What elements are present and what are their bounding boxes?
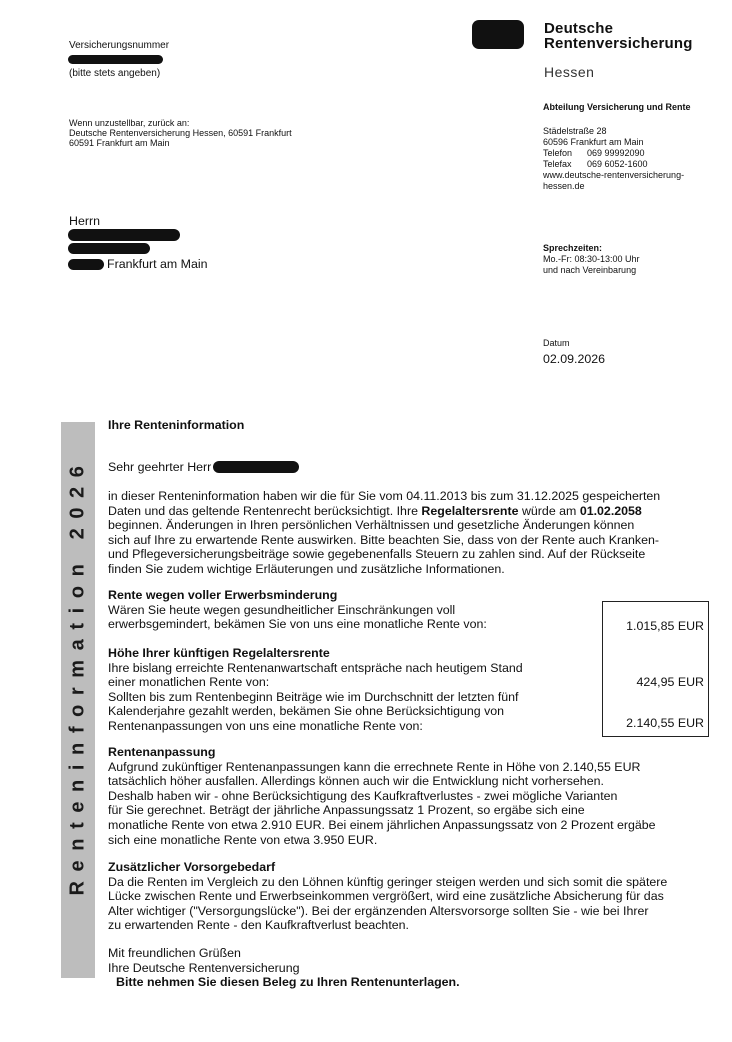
intro-line-5: und Pflegeversicherungsbeiträge sowie gegebenenfalls Steuern zu zahlen sind. Auf der Rückseite bbox=[108, 547, 646, 562]
sender-street: Städelstraße 28 bbox=[543, 126, 607, 136]
intro-line-2-d: 01.02.2058 bbox=[579, 503, 642, 518]
intro-line-6: finden Sie zudem wichtige Erläuterungen und zusätzliche Informationen. bbox=[108, 561, 505, 576]
greeting: Sehr geehrter Herr bbox=[108, 460, 212, 474]
section-adjustment-line-6: sich eine monatliche Rente von etwa 3.950 EUR. bbox=[108, 832, 378, 847]
closing-line-2: Ihre Deutsche Rentenversicherung bbox=[108, 960, 300, 975]
intro-line-2-c: würde am bbox=[518, 503, 580, 518]
section-old-age-pension bbox=[108, 646, 523, 734]
closing-note: Bitte nehmen Sie diesen Beleg zu Ihren Rentenunterlagen. bbox=[116, 975, 460, 990]
section-additional-provision bbox=[108, 860, 667, 933]
department: Abteilung Versicherung und Rente bbox=[543, 102, 691, 112]
return-address-line-3: 60591 Frankfurt am Main bbox=[69, 138, 170, 148]
redacted-recipient-street bbox=[68, 243, 150, 254]
logo-mark-icon bbox=[472, 20, 524, 49]
sender-phone: 069 99992090 bbox=[587, 148, 645, 158]
section-adjustment-line-1: Aufgrund zukünftiger Rentenanpassungen kann die errechnete Rente in Höhe von 2.140,55 EUR bbox=[108, 759, 641, 774]
section-provision-line-3: Alter wichtiger ("Versorgungslücke"). Bei der ergänzenden Altersvorsorge sollten Sie - wie bei Ihrer bbox=[108, 903, 649, 918]
logo-line-3: Hessen bbox=[544, 64, 595, 80]
logo-line-1: Deutsche bbox=[544, 20, 614, 37]
intro-line-4: sich auf Ihre zu erwartende Rente auswirken. Bitte beachten Sie, dass von der Rente auch Kranken- bbox=[108, 532, 660, 547]
section-old-age-heading: Höhe Ihrer künftigen Regelaltersrente bbox=[108, 646, 330, 660]
section-adjustment-line-5: monatliche Rente von etwa 2.910 EUR. Bei einem jährlichen Anpassungssatz von 2 Prozent ergäbe bbox=[108, 817, 656, 832]
sender-fax-label: Telefax bbox=[543, 159, 572, 169]
sender-fax: 069 6052-1600 bbox=[587, 159, 648, 169]
return-address-line-2: Deutsche Rentenversicherung Hessen, 60591 Frankfurt bbox=[69, 128, 292, 138]
closing-line-1: Mit freundlichen Grüßen bbox=[108, 946, 241, 960]
sender-web-2: hessen.de bbox=[543, 181, 585, 191]
redacted-insurance-number bbox=[68, 55, 163, 64]
intro-paragraph bbox=[108, 489, 660, 577]
section-old-age-line-2: einer monatlichen Rente von: bbox=[108, 675, 270, 690]
insurance-number-label: Versicherungsnummer bbox=[69, 40, 170, 51]
section-old-age-line-4: Kalenderjahre gezahlt werden, bekämen Sie ohne Berücksichtigung von bbox=[108, 704, 505, 719]
section-provision-line-4: zu erwartenden Rente - den Kaufkraftverlust beachten. bbox=[108, 918, 409, 933]
section-disability bbox=[108, 588, 487, 632]
section-provision-line-2: Lücke zwischen Rente und Erwerbseinkommen vergrößert, wird eine zusätzliche Absicherung für das bbox=[108, 889, 664, 904]
logo-line-2: Rentenversicherung bbox=[544, 35, 693, 52]
section-old-age-line-1: Ihre bislang erreichte Rentenanwartschaft entspräche nach heutigem Stand bbox=[108, 660, 523, 675]
section-adjustment-heading: Rentenanpassung bbox=[108, 745, 216, 759]
office-hours-1: Mo.-Fr: 08:30-13:00 Uhr bbox=[543, 254, 640, 264]
intro-line-2-a: Daten und das geltende Rentenrecht berücksichtigt. Ihre bbox=[108, 503, 422, 518]
office-hours-label: Sprechzeiten: bbox=[543, 243, 603, 253]
section-adjustment bbox=[108, 745, 656, 847]
redacted-recipient-zip bbox=[68, 259, 104, 270]
section-provision-line-1: Da die Renten im Vergleich zu den Löhnen künftig geringer steigen werden und sich somit die spätere bbox=[108, 874, 668, 889]
section-old-age-line-3: Sollten bis zum Rentenbeginn Beiträge wie im Durchschnitt der letzten fünf bbox=[108, 689, 519, 704]
sender-phone-label: Telefon bbox=[543, 148, 573, 158]
intro-line-2 bbox=[108, 504, 660, 519]
insurance-number-hint: (bitte stets angeben) bbox=[69, 68, 161, 79]
intro-line-3: beginnen. Änderungen in Ihren persönlichen Verhältnissen und gesetzliche Änderungen können bbox=[108, 518, 635, 533]
recipient-salutation: Herrn bbox=[69, 214, 100, 228]
section-adjustment-line-4: für Sie gerechnet. Beträgt der jährliche Anpassungssatz 1 Prozent, so ergäbe sich eine bbox=[108, 803, 585, 818]
date-value: 02.09.2026 bbox=[543, 352, 606, 366]
amount-current-entitlement: 424,95 EUR bbox=[636, 675, 704, 689]
date-label: Datum bbox=[543, 338, 570, 348]
section-disability-line-1: Wären Sie heute wegen gesundheitlicher Einschränkungen voll bbox=[108, 602, 456, 617]
intro-line-1: in dieser Renteninformation haben wir die für Sie vom 04.11.2013 bis zum 31.12.2025 gespeicherten bbox=[108, 489, 661, 503]
sidebar-title: Renteninformation 2026 bbox=[66, 456, 89, 896]
section-provision-heading: Zusätzlicher Vorsorgebedarf bbox=[108, 860, 276, 874]
sender-city: 60596 Frankfurt am Main bbox=[543, 137, 644, 147]
return-address-line-1: Wenn unzustellbar, zurück an: bbox=[69, 118, 190, 128]
amount-disability: 1.015,85 EUR bbox=[626, 619, 704, 633]
letter-title: Ihre Renteninformation bbox=[108, 418, 245, 432]
section-disability-heading: Rente wegen voller Erwerbsminderung bbox=[108, 588, 338, 602]
section-adjustment-line-3: Deshalb haben wir - ohne Berücksichtigung des Kaufkraftverlustes - zwei mögliche Varianten bbox=[108, 788, 618, 803]
sender-web-1: www.deutsche-rentenversicherung- bbox=[543, 170, 685, 180]
closing bbox=[108, 946, 460, 990]
section-adjustment-line-2: tatsächlich höher ausfallen. Allerdings können auch wir die Entwicklung nicht vorhersehen. bbox=[108, 774, 604, 789]
recipient-city: Frankfurt am Main bbox=[107, 257, 208, 271]
redacted-recipient-name bbox=[68, 229, 180, 241]
amount-projected: 2.140,55 EUR bbox=[626, 716, 704, 730]
redacted-greeting-name bbox=[213, 461, 299, 473]
section-disability-line-2: erwerbsgemindert, bekämen Sie von uns eine monatliche Rente von: bbox=[108, 617, 487, 632]
section-old-age-line-5: Rentenanpassungen von uns eine monatliche Rente von: bbox=[108, 718, 423, 733]
intro-line-2-b: Regelaltersrente bbox=[421, 503, 519, 518]
office-hours-2: und nach Vereinbarung bbox=[543, 265, 637, 275]
